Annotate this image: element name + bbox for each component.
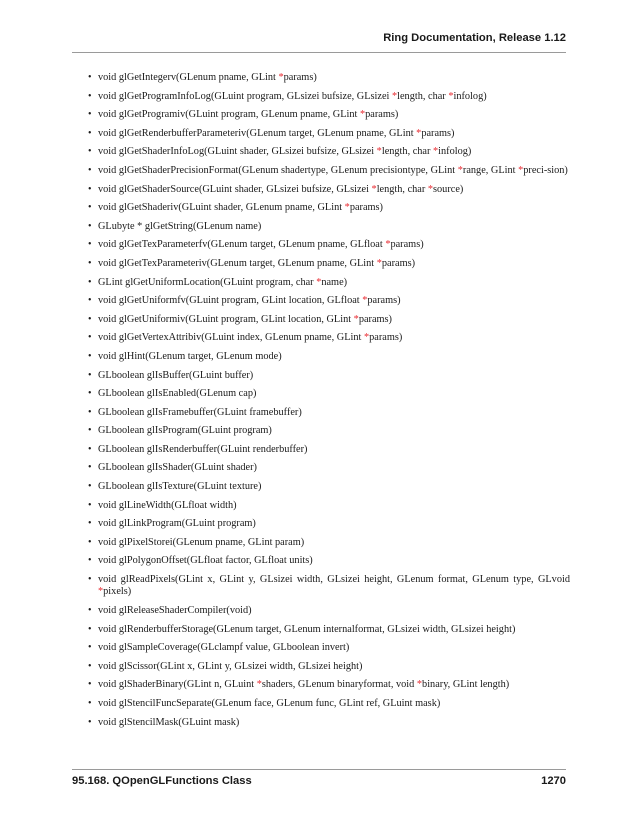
function-signature [98, 370, 253, 381]
signature-text: void glReadPixels(GLint x, GLint y, GLsizei width, GLsizei height, GLenum format, GLenum type, GLvoid [98, 574, 570, 586]
bullet-marker: • [88, 679, 92, 691]
bullet-marker: • [88, 146, 92, 158]
bullet-marker: • [88, 499, 92, 511]
bullet-marker: • [88, 698, 92, 709]
bullet-marker: • [88, 295, 92, 307]
function-signature [98, 388, 256, 399]
list-item [88, 698, 570, 710]
bullet-marker: • [88, 90, 92, 102]
function-signature [98, 332, 402, 343]
bullet-marker: • [88, 388, 92, 400]
bullet-marker: • [88, 425, 92, 437]
pointer-asterisk: * [98, 586, 104, 598]
function-signature [98, 277, 347, 288]
signature-text: void glGetTexParameteriv(GLenum target, GLenum pname, GLint [98, 257, 377, 269]
footer-page-number: 1270 [541, 775, 566, 787]
pointer-asterisk: * [256, 679, 262, 691]
function-signature [98, 239, 424, 250]
signature-text: void glGetVertexAttribiv(GLuint index, GLenum pname, GLint [98, 332, 364, 344]
signature-text: params) [381, 257, 416, 269]
list-item [88, 407, 570, 419]
function-signature [98, 91, 487, 102]
list-item [88, 555, 570, 567]
signature-text: void glReleaseShaderCompiler(void) [98, 605, 252, 617]
bullet-marker: • [88, 350, 92, 362]
bullet-marker: • [88, 406, 92, 418]
list-item [88, 239, 570, 251]
signature-text: params) [358, 313, 392, 325]
list-item [88, 679, 570, 691]
list-item [88, 537, 570, 549]
signature-text: void glPolygonOffset(GLfloat factor, GLfloat units) [98, 555, 313, 567]
list-item [88, 642, 570, 654]
pointer-asterisk: * [359, 109, 366, 121]
bullet-marker: • [88, 109, 92, 121]
pointer-asterisk: * [344, 202, 350, 214]
list-item [88, 295, 570, 307]
pointer-asterisk: * [391, 90, 398, 102]
signature-text: void glStencilMask(GLuint mask) [98, 716, 240, 728]
signature-text: void glGetUniformiv(GLuint program, GLint location, GLint [98, 313, 354, 325]
bullet-marker: • [88, 239, 92, 251]
function-signature [98, 661, 362, 672]
signature-text: GLubyte * glGetString(GLenum name) [98, 220, 262, 232]
bullet-marker: • [88, 716, 92, 728]
bullet-marker: • [88, 220, 92, 232]
signature-text: binary, GLint length) [422, 679, 510, 691]
page-footer [72, 769, 566, 792]
signature-text: params) [367, 295, 401, 307]
function-signature [98, 481, 261, 492]
bullet-marker: • [88, 276, 92, 288]
signature-text: void glGetShaderiv(GLuint shader, GLenum pname, GLint [98, 202, 345, 214]
list-item [88, 717, 570, 729]
signature-text: void glGetRenderbufferParameteriv(GLenum target, GLenum pname, GLint [98, 127, 417, 139]
bullet-marker: • [88, 164, 92, 176]
pointer-asterisk: * [433, 146, 439, 158]
function-signature [98, 555, 313, 566]
list-item [88, 574, 570, 599]
pointer-asterisk: * [416, 127, 422, 139]
list-item [88, 518, 570, 530]
signature-text: shaders, GLenum binaryformat, void [261, 679, 417, 691]
pointer-asterisk: * [385, 239, 391, 251]
bullet-marker: • [88, 660, 92, 672]
function-signature [98, 425, 272, 436]
footer-section-title: 95.168. QOpenGLFunctions Class [72, 775, 252, 787]
signature-text: void glLineWidth(GLfloat width) [98, 499, 237, 511]
signature-text: GLboolean glIsShader(GLuint shader) [98, 462, 257, 474]
list-item [88, 91, 570, 103]
list-item [88, 605, 570, 617]
pointer-asterisk: * [448, 90, 454, 102]
signature-text: params) [283, 72, 317, 83]
list-item [88, 72, 570, 84]
signature-text: void glGetProgramiv(GLuint program, GLenum pname, GLint [98, 109, 360, 121]
bullet-marker: • [88, 642, 92, 654]
list-item [88, 500, 570, 512]
signature-text: void glGetTexParameterfv(GLenum target, GLenum pname, GLfloat [98, 239, 386, 251]
list-item [88, 661, 570, 673]
function-signature [98, 624, 515, 635]
signature-text: name) [321, 276, 348, 288]
signature-text: length, char [397, 90, 449, 102]
pointer-asterisk: * [353, 313, 359, 325]
bullet-marker: • [88, 127, 92, 139]
function-signature [98, 221, 261, 232]
list-item [88, 258, 570, 270]
function-signature [98, 184, 463, 195]
pointer-asterisk: * [376, 146, 382, 158]
pointer-asterisk: * [518, 164, 524, 176]
function-signature [98, 72, 317, 83]
signature-text: void glStencilFuncSeparate(GLenum face, GLenum func, GLint ref, GLuint mask) [98, 698, 441, 709]
pointer-asterisk: * [427, 183, 434, 195]
signature-text: void glScissor(GLint x, GLint y, GLsizei width, GLsizei height) [98, 660, 363, 672]
function-signature [98, 202, 383, 213]
document-title: Ring Documentation, Release 1.12 [383, 32, 566, 44]
pointer-asterisk: * [416, 679, 423, 691]
signature-text: params) [390, 239, 424, 251]
pointer-asterisk: * [363, 332, 370, 344]
signature-text: GLboolean glIsBuffer(GLuint buffer) [98, 369, 254, 381]
bullet-marker: • [88, 202, 92, 214]
signature-text: params) [421, 127, 455, 139]
page-header [72, 30, 566, 53]
signature-text: void glGetShaderSource(GLuint shader, GLsizei bufsize, GLsizei [98, 183, 372, 195]
bullet-marker: • [88, 313, 92, 325]
bullet-marker: • [88, 555, 92, 567]
signature-text: void glLinkProgram(GLuint program) [98, 518, 256, 530]
bullet-marker: • [88, 462, 92, 474]
signature-text: range, GLint [462, 164, 519, 176]
bullet-marker: • [88, 257, 92, 269]
pointer-asterisk: * [457, 164, 463, 176]
list-item [88, 481, 570, 493]
signature-text: GLboolean glIsFramebuffer(GLuint framebuffer) [98, 406, 302, 418]
list-item [88, 444, 570, 456]
signature-text: GLboolean glIsEnabled(GLenum cap) [98, 388, 257, 400]
function-signature [98, 679, 509, 690]
signature-text: params) [365, 109, 399, 121]
signature-text: preci-sion) [523, 164, 568, 176]
bullet-marker: • [88, 536, 92, 548]
signature-text: void glRenderbufferStorage(GLenum target, GLenum internalformat, GLsizei width, GLsizei height) [98, 623, 516, 635]
function-signature [98, 165, 568, 176]
pointer-asterisk: * [278, 72, 284, 83]
function-signature [98, 109, 398, 120]
function-signature [98, 351, 282, 362]
function-signature [98, 258, 415, 269]
signature-text: infolog) [453, 90, 487, 102]
signature-text: void glSampleCoverage(GLclampf value, GLboolean invert) [98, 642, 350, 654]
signature-text: infolog) [438, 146, 472, 158]
list-item [88, 624, 570, 636]
list-item [88, 184, 570, 196]
signature-text: GLint glGetUniformLocation(GLuint program, char [98, 276, 317, 288]
function-signature [98, 146, 471, 157]
bullet-marker: • [88, 369, 92, 381]
signature-text: source) [433, 183, 464, 195]
list-item [88, 314, 570, 326]
list-item [88, 221, 570, 233]
bullet-marker: • [88, 332, 92, 344]
pointer-asterisk: * [316, 276, 322, 288]
bullet-marker: • [88, 623, 92, 635]
signature-text: void glGetUniformfv(GLuint program, GLint location, GLfloat [98, 295, 363, 307]
signature-text: void glGetShaderPrecisionFormat(GLenum shadertype, GLenum precisiontype, GLint [98, 164, 458, 176]
function-signature-list [88, 72, 570, 735]
signature-text: GLboolean glIsProgram(GLuint program) [98, 425, 272, 437]
pointer-asterisk: * [376, 257, 382, 269]
signature-text: params) [349, 202, 383, 214]
function-signature [98, 642, 349, 653]
list-item [88, 277, 570, 289]
bullet-marker: • [88, 481, 92, 493]
bullet-marker: • [88, 574, 92, 586]
function-signature [98, 444, 307, 455]
signature-text: length, char [381, 146, 434, 158]
function-signature [98, 295, 401, 306]
bullet-marker: • [88, 72, 92, 83]
function-signature [98, 407, 302, 418]
function-signature [98, 698, 440, 709]
list-item [88, 388, 570, 400]
signature-text: GLboolean glIsRenderbuffer(GLuint renderbuffer) [98, 443, 308, 455]
bullet-marker: • [88, 443, 92, 455]
list-item [88, 109, 570, 121]
pointer-asterisk: * [371, 183, 377, 195]
signature-text: void glGetIntegerv(GLenum pname, GLint [98, 72, 279, 83]
function-signature [98, 314, 392, 325]
function-signature [98, 574, 570, 597]
list-item [88, 370, 570, 382]
signature-text: pixels) [103, 586, 132, 598]
function-signature [98, 537, 304, 548]
signature-text: GLboolean glIsTexture(GLuint texture) [98, 481, 262, 493]
signature-text: params) [369, 332, 403, 344]
pointer-asterisk: * [362, 295, 368, 307]
list-item [88, 202, 570, 214]
signature-text: void glHint(GLenum target, GLenum mode) [98, 350, 282, 362]
function-signature [98, 605, 252, 616]
list-item [88, 165, 570, 177]
function-signature [98, 717, 239, 728]
signature-text: length, char [376, 183, 428, 195]
list-item [88, 351, 570, 363]
signature-text: void glPixelStorei(GLenum pname, GLint param) [98, 536, 305, 548]
bullet-marker: • [88, 518, 92, 530]
signature-text: void glShaderBinary(GLint n, GLuint [98, 679, 257, 691]
function-signature [98, 518, 256, 529]
bullet-marker: • [88, 183, 92, 195]
signature-text: void glGetShaderInfoLog(GLuint shader, GLsizei bufsize, GLsizei [98, 146, 377, 158]
list-item [88, 425, 570, 437]
list-item [88, 146, 570, 158]
bullet-marker: • [88, 605, 92, 617]
signature-text: void glGetProgramInfoLog(GLuint program, GLsizei bufsize, GLsizei [98, 90, 392, 102]
function-signature [98, 128, 454, 139]
function-signature [98, 462, 257, 473]
list-item [88, 128, 570, 140]
function-signature [98, 500, 237, 511]
list-item [88, 332, 570, 344]
list-item [88, 462, 570, 474]
